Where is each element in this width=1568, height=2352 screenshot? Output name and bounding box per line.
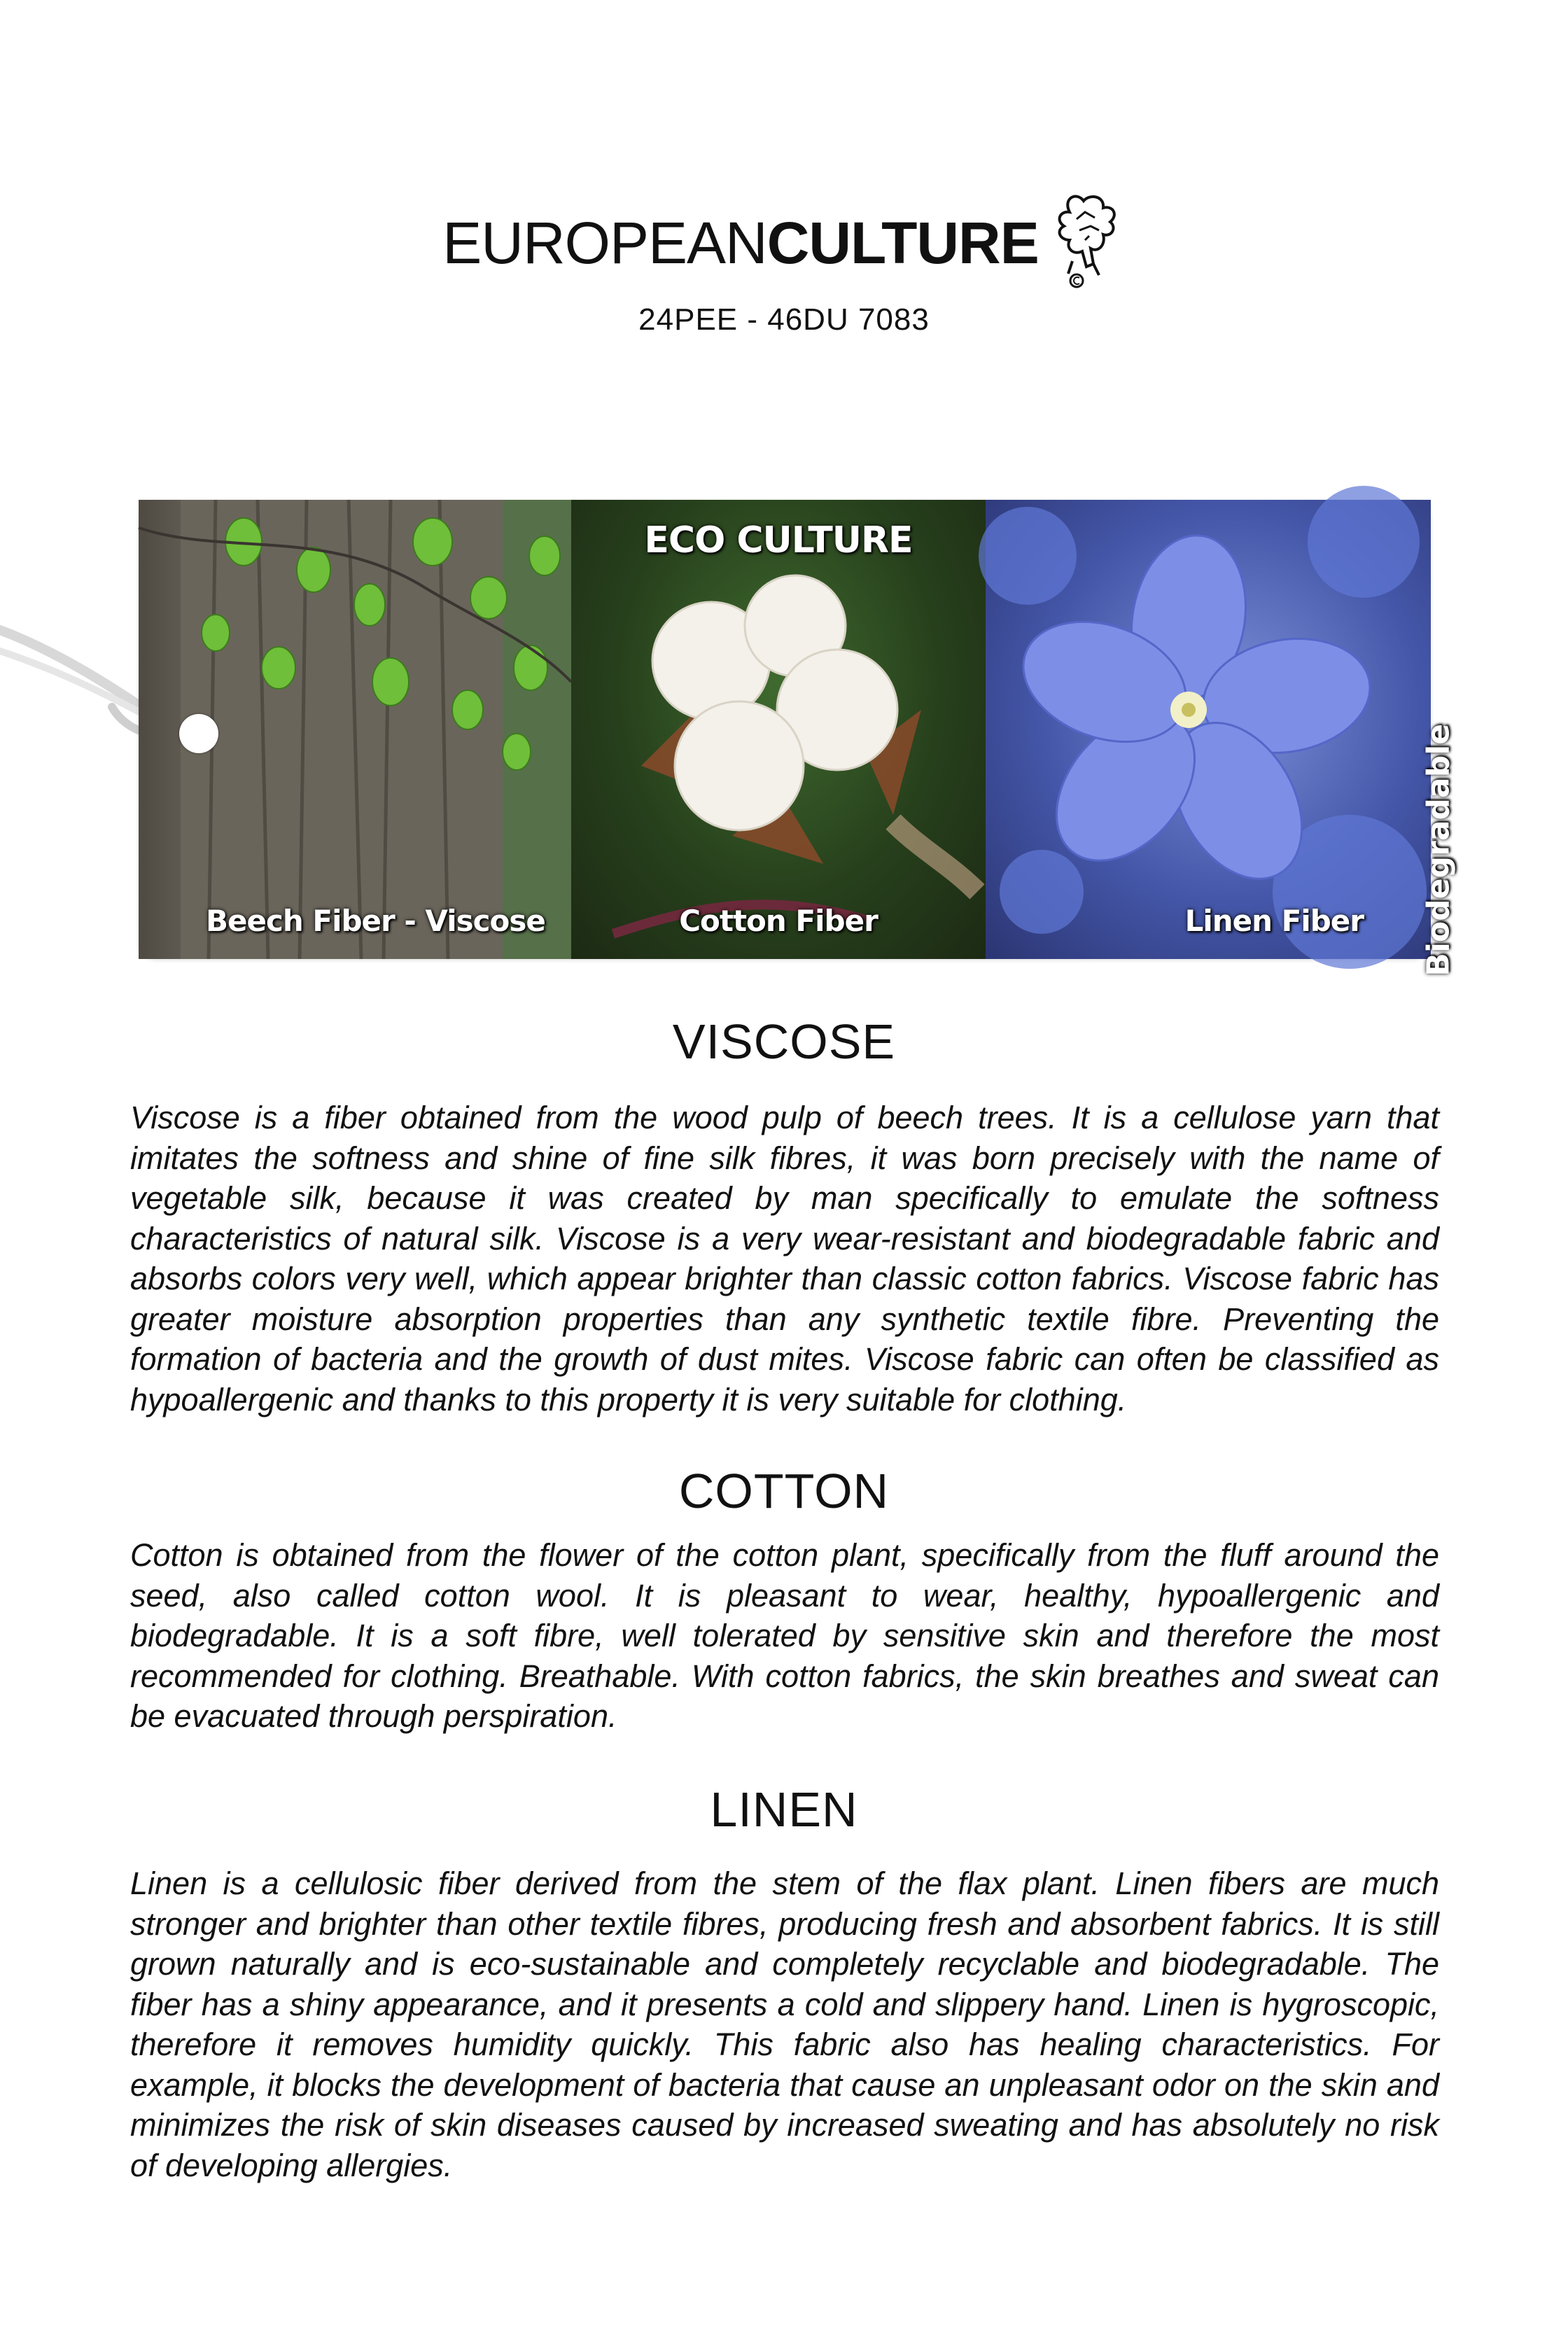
brand-name-light: EUROPEAN — [442, 210, 767, 276]
linen-panel — [986, 500, 1457, 976]
hang-tag — [139, 500, 1457, 976]
flax-flower-illustration — [986, 500, 1431, 959]
cotton-panel — [571, 500, 986, 959]
cotton-fiber-label: Cotton Fiber — [679, 904, 878, 938]
linen-fiber-label: Linen Fiber — [1184, 904, 1364, 938]
product-code: 24PEE - 46DU 7083 — [638, 302, 930, 337]
griffin-logo-icon — [1049, 191, 1126, 289]
brand-name-bold: CULTURE — [766, 210, 1039, 276]
section-body-cotton: Cotton is obtained from the flower of the cotton plant, specifically from the fluff around the seed, also called cotton wool. It is pleasant to wear, healthy, hypoallergenic and biodegradable. It is a soft fibre, well tolerated by sensitive skin and therefore the most recommended for clothing. Breathable. With cotton fabrics, the skin breathes and sweat can be evacuated through perspiration. — [130, 1537, 1439, 1734]
tag-hole — [179, 714, 218, 753]
brand-header — [0, 190, 1568, 295]
beech-fiber-label: Beech Fiber - Viscose — [206, 904, 545, 938]
brand-name — [442, 210, 1039, 276]
cotton-boll-illustration — [571, 500, 986, 959]
eco-culture-title: ECO CULTURE — [644, 519, 913, 561]
section-body-linen: Linen is a cellulosic fiber derived from the stem of the flax plant. Linen fibers are much stronger and brighter than other textile fibres, producing fresh and absorbent fabrics. It is still grown naturally and is eco-sustainable and completely recyclable and biodegradable. The fiber has a shiny appearance, and it presents a cold and slippery hand. Linen is hygroscopic, therefore it removes humidity quickly. This fabric also has healing characteristics. For example, it blocks the development of bacteria that cause an unpleasant odor on the skin and minimizes the risk of skin diseases caused by increased sweating and has absolutely no risk of developing allergies. — [130, 1865, 1439, 2183]
section-body-viscose: Viscose is a fiber obtained from the wood pulp of beech trees. It is a cellulose yarn that imitates the softness and shine of fine silk fibres, it was born precisely with the name of vegetable silk, because it was created by man specifically to emulate the softness characteristics of natural silk. Viscose is a very wear-resistant and biodegradable fabric and absorbs colors very well, which appear brighter than classic cotton fabrics. Viscose fabric has greater moisture absorption properties than any synthetic textile fibre. Preventing the formation of bacteria and the growth of dust mites. Viscose fabric can often be classified as hypoallergenic and thanks to this property it is very suitable for clothing. — [130, 1100, 1439, 1418]
section-title-linen: LINEN — [710, 1782, 858, 1837]
biodegradable-label: Biodegradable — [1421, 724, 1457, 976]
section-title-viscose: VISCOSE — [672, 1014, 896, 1069]
section-title-cotton: COTTON — [678, 1464, 890, 1518]
